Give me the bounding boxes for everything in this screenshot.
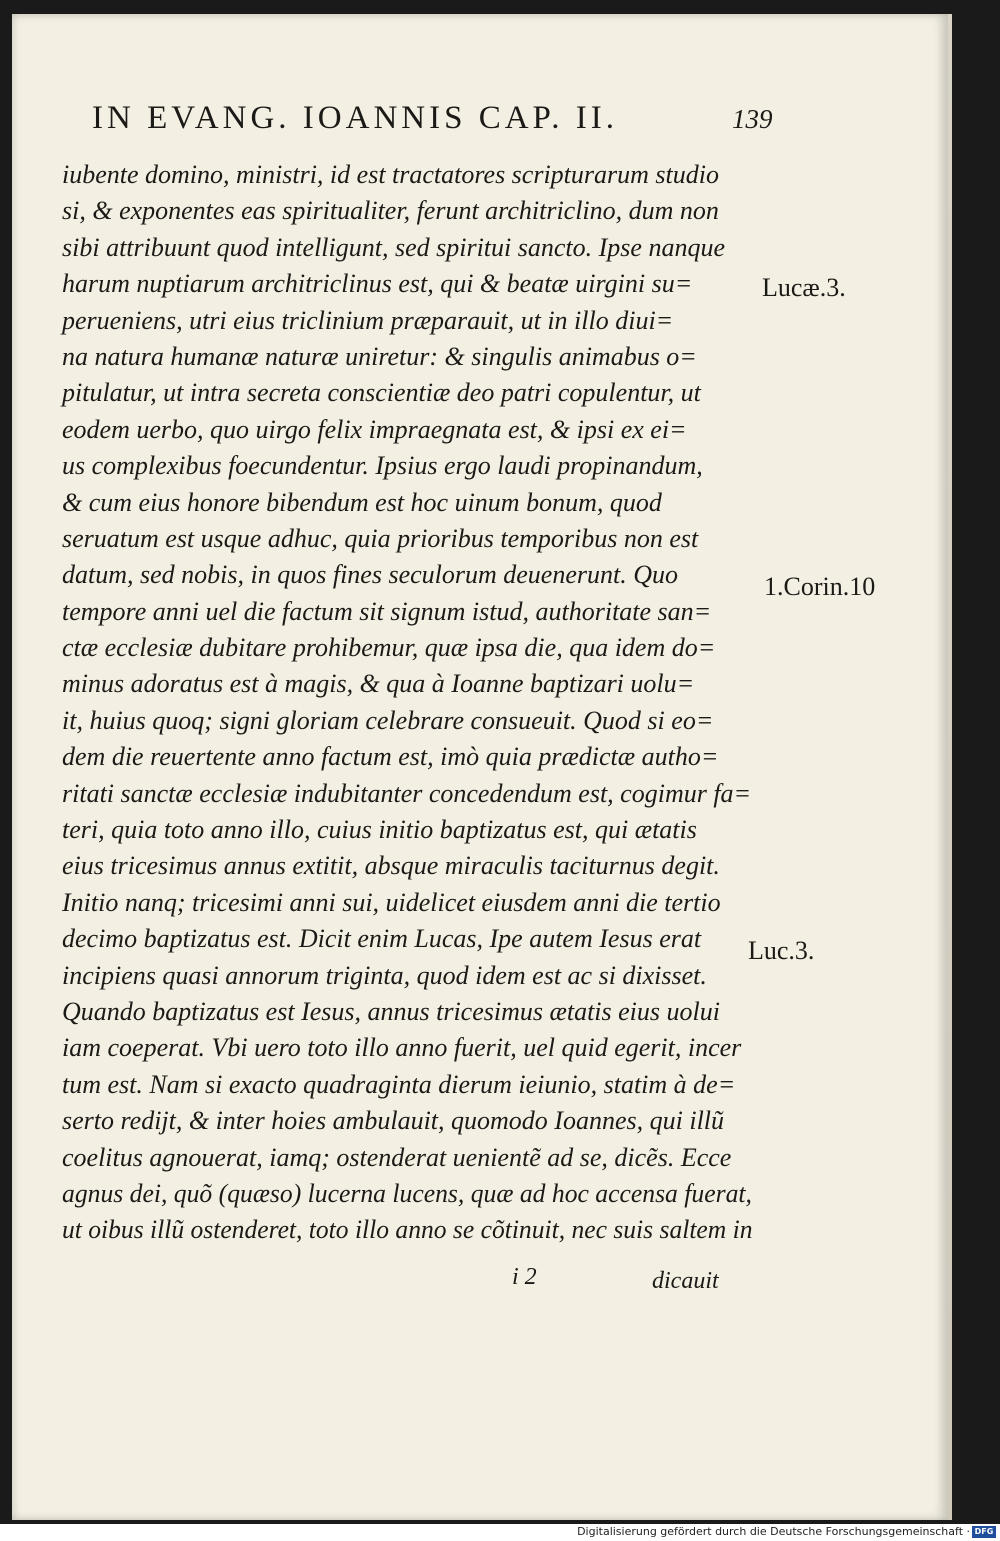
main-text-block	[62, 157, 762, 1249]
text-line: & cum eius honore bibendum est hoc uinum bonum, quod	[62, 487, 662, 517]
folio-number: 139	[732, 104, 773, 134]
text-line: pitulatur, ut intra secreta conscientiæ deo patri copulentur, ut	[62, 378, 701, 408]
running-head	[92, 100, 792, 150]
marginal-note: Lucæ.3.	[762, 273, 846, 302]
text-line: it, huius quoq; signi gloriam celebrare consueuit. Quod si eo=	[62, 705, 714, 735]
text-line: iubente domino, ministri, id est tractatores scripturarum studio	[62, 160, 719, 189]
marginal-note: Luc.3.	[748, 936, 815, 965]
catchword: dicauit	[652, 1268, 719, 1294]
marginal-note: 1.Corin.10	[764, 572, 876, 601]
footer-credit: Digitalisierung gefördert durch die Deutsche Forschungsgemeinschaft ·	[577, 1525, 970, 1538]
text-line: iam coeperat. Vbi uero toto illo anno fuerit, uel quid egerit, incer	[62, 1033, 742, 1063]
text-line: sibi attribuunt quod intelligunt, sed spiritui sancto. Ipse nanque	[62, 232, 725, 262]
text-line: minus adoratus est à magis, & qua à Ioanne baptizari uolu=	[62, 669, 695, 699]
text-line: Initio nanq; tricesimi anni sui, uidelicet eiusdem anni die tertio	[62, 887, 721, 917]
text-line: na natura humanæ naturæ uniretur: & singulis animabus o=	[62, 341, 697, 371]
text-line: ctæ ecclesiæ dubitare prohibemur, quæ ipsa die, qua idem do=	[62, 633, 716, 663]
text-line: coelitus agnouerat, iamq; ostenderat uenientẽ ad se, dicẽs. Ecce	[62, 1142, 732, 1172]
text-line: tempore anni uel die factum sit signum istud, authoritate san=	[62, 596, 712, 626]
signature-mark: i 2	[512, 1264, 537, 1290]
text-line: ritati sanctæ ecclesiæ indubitanter concedendum est, cogimur fa=	[62, 778, 752, 808]
text-line: eodem uerbo, quo uirgo felix impraegnata est, & ipsi ex ei=	[62, 414, 687, 444]
text-line: agnus dei, quõ (quæso) lucerna lucens, quæ ad hoc accensa fuerat,	[62, 1178, 752, 1208]
page-fore-edge	[948, 14, 952, 1520]
text-line: teri, quia toto anno illo, cuius initio baptizatus est, qui ætatis	[62, 815, 697, 845]
text-line: seruatum est usque adhuc, quia prioribus temporibus non est	[62, 523, 699, 553]
text-line: si, & exponentes eas spiritualiter, ferunt architriclino, dum non	[62, 196, 719, 226]
text-line: dem die reuertente anno factum est, imò quia prædictæ autho=	[62, 742, 719, 772]
text-line: tum est. Nam si exacto quadraginta dierum ieiunio, statim à de=	[62, 1069, 736, 1099]
dfg-logo-icon: DFG	[972, 1526, 996, 1538]
text-line: us complexibus foecundentur. Ipsius ergo laudi propinandum,	[62, 451, 703, 481]
text-line: harum nuptiarum architriclinus est, qui & beatæ uirgini su=	[62, 269, 693, 299]
text-line: eius tricesimus annus extitit, absque miraculis taciturnus degit.	[62, 851, 720, 881]
text-line: perueniens, utri eius triclinium præparauit, ut in illo diui=	[62, 305, 674, 335]
digitization-footer	[0, 1524, 1000, 1541]
text-line: ut oibus illũ ostenderet, toto illo anno se cõtinuit, nec suis saltem in	[62, 1215, 753, 1245]
text-line: serto redijt, & inter hoies ambulauit, quomodo Ioannes, qui illũ	[62, 1106, 725, 1136]
running-title: IN EVANG. IOANNIS CAP. II.	[92, 100, 618, 136]
text-line: Quando baptizatus est Iesus, annus tricesimus ætatis eius uolui	[62, 996, 720, 1026]
text-line: datum, sed nobis, in quos fines seculorum deuenerunt. Quo	[62, 560, 679, 590]
text-line: decimo baptizatus est. Dicit enim Lucas, Ipe autem Iesus erat	[62, 924, 702, 954]
text-line: incipiens quasi annorum triginta, quod idem est ac si dixisset.	[62, 960, 707, 990]
